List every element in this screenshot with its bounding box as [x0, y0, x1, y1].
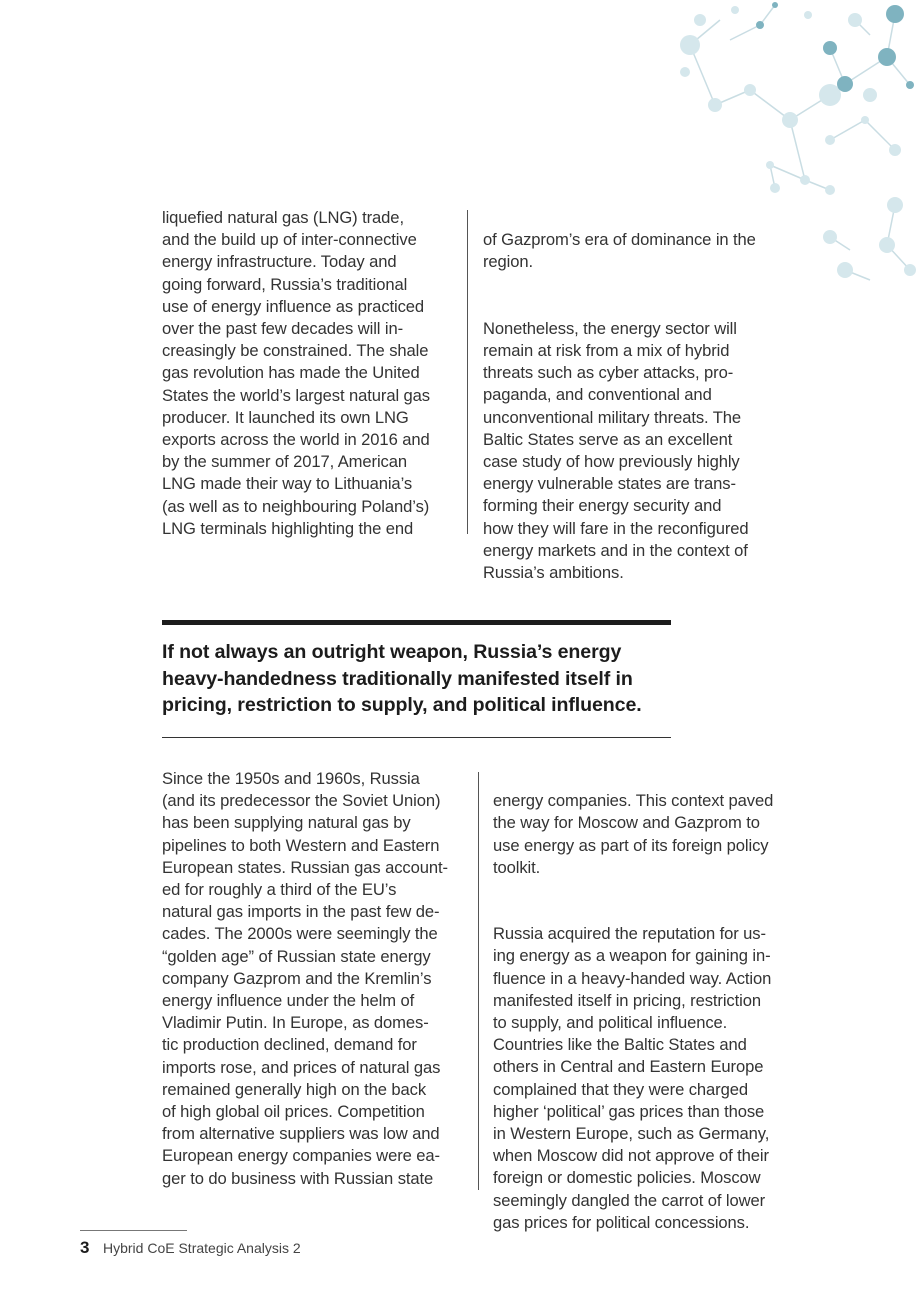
top-right-column	[483, 207, 793, 606]
bottom-column-divider	[478, 772, 479, 1190]
bottom-right-paragraph-2: Russia acquired the reputation for us- ing energy as a weapon for gaining in- fluence in a heavy-handed way. Action manifested itself in pricing, restriction to supply, and political influence. Countries like the Baltic States and others in Central and Eastern Europe complained that they were charged higher ‘political’ gas prices than those in Western Europe, such as Germany, when Moscow did not approve of their foreign or domestic policies. Moscow seemingly dangled the carrot of lower gas prices for political concessions.	[493, 924, 772, 1232]
pull-quote-bottom-rule	[162, 737, 671, 738]
bottom-right-column	[493, 768, 803, 1256]
bottom-left-column: Since the 1950s and 1960s, Russia (and its predecessor the Soviet Union) has been supplying natural gas by pipelines to both Western and Eastern European states. Russian gas account- ed for roughly a third of the EU’s natural gas imports in the past few de- cades. The 2000s were seemingly the “golden age” of Russian state energy company Gazprom and the Kremlin’s energy influence under the helm of Vladimir Putin. In Europe, as domes- tic production declined, demand for imports rose, and prices of natural gas remained generally high on the back of high global oil prices. Competition from alternative suppliers was low and European energy companies were ea- ger to do business with Russian state	[162, 769, 448, 1188]
top-left-column: liquefied natural gas (LNG) trade, and the build up of inter-connective energy infrastructure. Today and going forward, Russia’s traditional use of energy influence as practiced over the past few decades will in- creasingly be constrained. The shale gas revolution has made the United States the world’s largest natural gas producer. It launched its own LNG exports across the world in 2016 and by the summer of 2017, American LNG made their way to Lithuania’s (as well as to neighbouring Poland’s) LNG terminals highlighting the end	[162, 208, 430, 538]
footer-rule	[80, 1230, 187, 1231]
pull-quote: If not always an outright weapon, Russia’s energy heavy-handedness traditionally manifested itself in pricing, restriction to supply, and political influence.	[162, 641, 642, 716]
top-column-divider	[467, 210, 468, 534]
pull-quote-top-rule	[162, 620, 671, 625]
publication-title: Hybrid CoE Strategic Analysis 2	[103, 1240, 301, 1256]
page-number: 3	[80, 1238, 90, 1257]
top-right-paragraph-2: Nonetheless, the energy sector will remain at risk from a mix of hybrid threats such as cyber attacks, pro- paganda, and conventional and unconventional military threats. The Baltic States serve as an excellent case study of how previously highly energy vulnerable states are trans- forming their energy security and how they will fare in the reconfigured energy markets and in the context of Russia’s ambitions.	[483, 318, 749, 583]
bottom-right-paragraph-1: energy companies. This context paved the way for Moscow and Gazprom to use energy as part of its foreign policy toolkit.	[493, 791, 774, 877]
top-right-paragraph-1: of Gazprom’s era of dominance in the region.	[483, 230, 756, 272]
